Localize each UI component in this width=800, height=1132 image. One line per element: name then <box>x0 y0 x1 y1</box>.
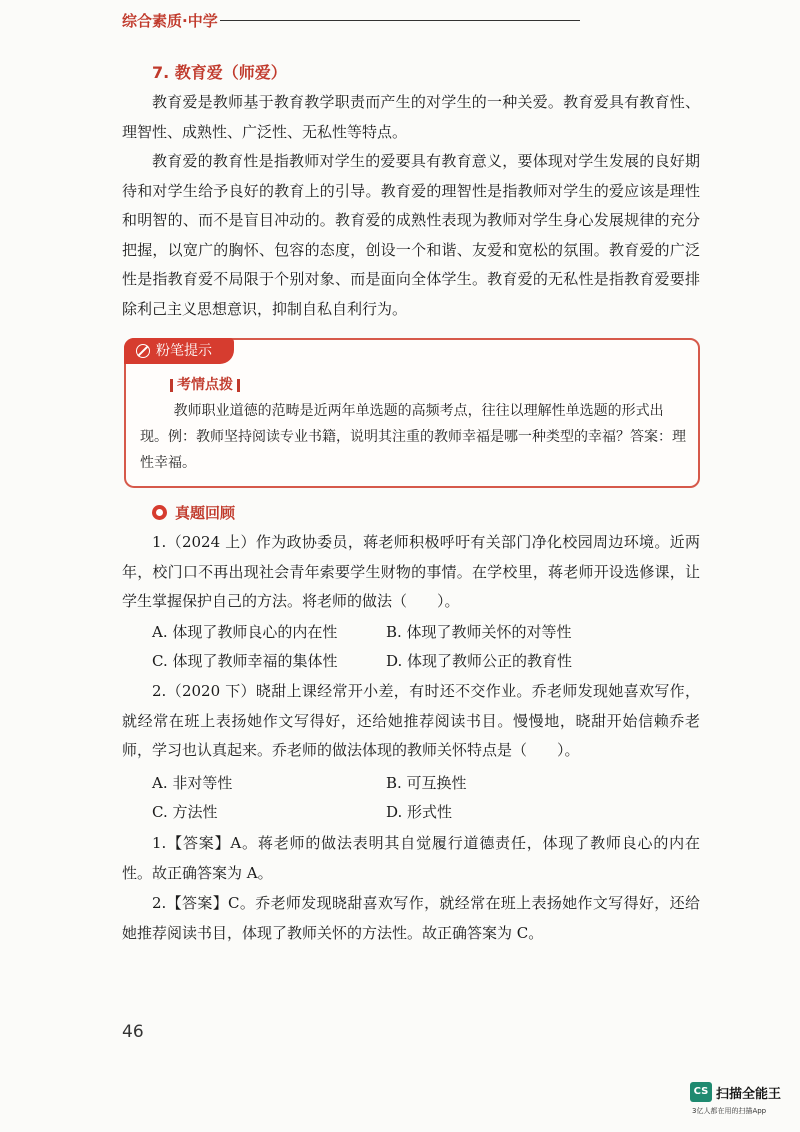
question-1-option-d: D. 体现了教师公正的教育性 <box>386 652 573 670</box>
header-tag: 综合素质·中学 <box>122 12 218 30</box>
flower-icon <box>152 505 167 520</box>
review-title-text: 真题回顾 <box>175 504 236 522</box>
camscanner-logo: CS <box>690 1082 712 1102</box>
page-number: 46 <box>122 1022 144 1042</box>
running-header <box>122 8 582 32</box>
tip-body <box>140 398 688 476</box>
section-paragraph-1: 教育爱是教师基于教育教学职责而产生的对学生的一种关爱。教育爱具有教育性、理智性、成熟性、广泛性、无私性等特点。 <box>122 93 700 141</box>
subtitle-bar-right <box>237 379 240 392</box>
tip-subtitle <box>166 374 244 394</box>
subtitle-bar-left <box>170 379 173 392</box>
answer-1 <box>122 829 700 888</box>
answer-2 <box>122 889 700 948</box>
no-sign-icon <box>136 344 150 358</box>
tip-tab <box>124 338 234 364</box>
header-rule <box>220 20 580 21</box>
answer-1-text: 1.【答案】A。蒋老师的做法表明其自觉履行道德责任，体现了教师良心的内在性。故正确答案为 A。 <box>122 834 700 882</box>
question-2-option-c: C. 方法性 <box>152 803 218 821</box>
scanner-watermark <box>690 1082 790 1120</box>
question-2-option-d: D. 形式性 <box>386 803 453 821</box>
question-1-option-b: B. 体现了教师关怀的对等性 <box>386 623 572 641</box>
question-2-stem: 2.（2020 下）晓甜上课经常开小差，有时还不交作业。乔老师发现她喜欢写作，就经常在班上表扬她作文写得好，还给她推荐阅读书目。慢慢地，晓甜开始信赖乔老师，学习也认真起来。乔老师的做法体现的教师关怀特点是（ ）。 <box>122 682 700 759</box>
section-title: 7. 教育爱（师爱） <box>152 63 287 82</box>
question-2-option-a: A. 非对等性 <box>152 774 233 792</box>
question-1-option-c: C. 体现了教师幸福的集体性 <box>152 652 338 670</box>
tip-tab-label: 粉笔提示 <box>156 343 212 359</box>
tip-subtitle-text: 考情点拨 <box>177 377 233 393</box>
tip-body-text: 教师职业道德的范畴是近两年单选题的高频考点，往往以理解性单选题的形式出现。例：教师坚持阅读专业书籍，说明其注重的教师幸福是哪一种类型的幸福？答案：理性幸福。 <box>140 403 686 471</box>
tip-box <box>124 338 700 488</box>
section-body <box>122 88 700 324</box>
watermark-name: 扫描全能王 <box>716 1087 782 1102</box>
question-2 <box>122 677 700 766</box>
question-1-stem: 1.（2024 上）作为政协委员，蒋老师积极呼吁有关部门净化校园周边环境。近两年，校门口不再出现社会青年索要学生财物的事情。在学校里，蒋老师开设选修课，让学生掌握保护自己的方法。将老师的做法（ ）。 <box>122 533 700 610</box>
answer-2-text: 2.【答案】C。乔老师发现晓甜喜欢写作，就经常在班上表扬她作文写得好，还给她推荐阅读书目，体现了教师关怀的方法性。故正确答案为 C。 <box>122 894 700 942</box>
section-paragraph-2: 教育爱的教育性是指教师对学生的爱要具有教育意义，要体现对学生发展的良好期待和对学生给予良好的教育上的引导。教育爱的理智性是指教师对学生的爱应该是理性和明智的、而不是盲目冲动的。教育爱的成熟性表现为教师对学生身心发展规律的充分把握，以宽广的胸怀、包容的态度，创设一个和谐、友爱和宽松的氛围。教育爱的广泛性是指教育爱不局限于个别对象、而是面向全体学生。教育爱的无私性是指教育爱要排除利己主义思想意识，抑制自私自利行为。 <box>122 152 700 318</box>
review-title <box>152 502 235 523</box>
question-2-option-b: B. 可互换性 <box>386 774 467 792</box>
question-1-option-a: A. 体现了教师良心的内在性 <box>152 623 338 641</box>
watermark-tagline: 3亿人都在用的扫描App <box>692 1107 767 1115</box>
question-1 <box>122 528 700 617</box>
